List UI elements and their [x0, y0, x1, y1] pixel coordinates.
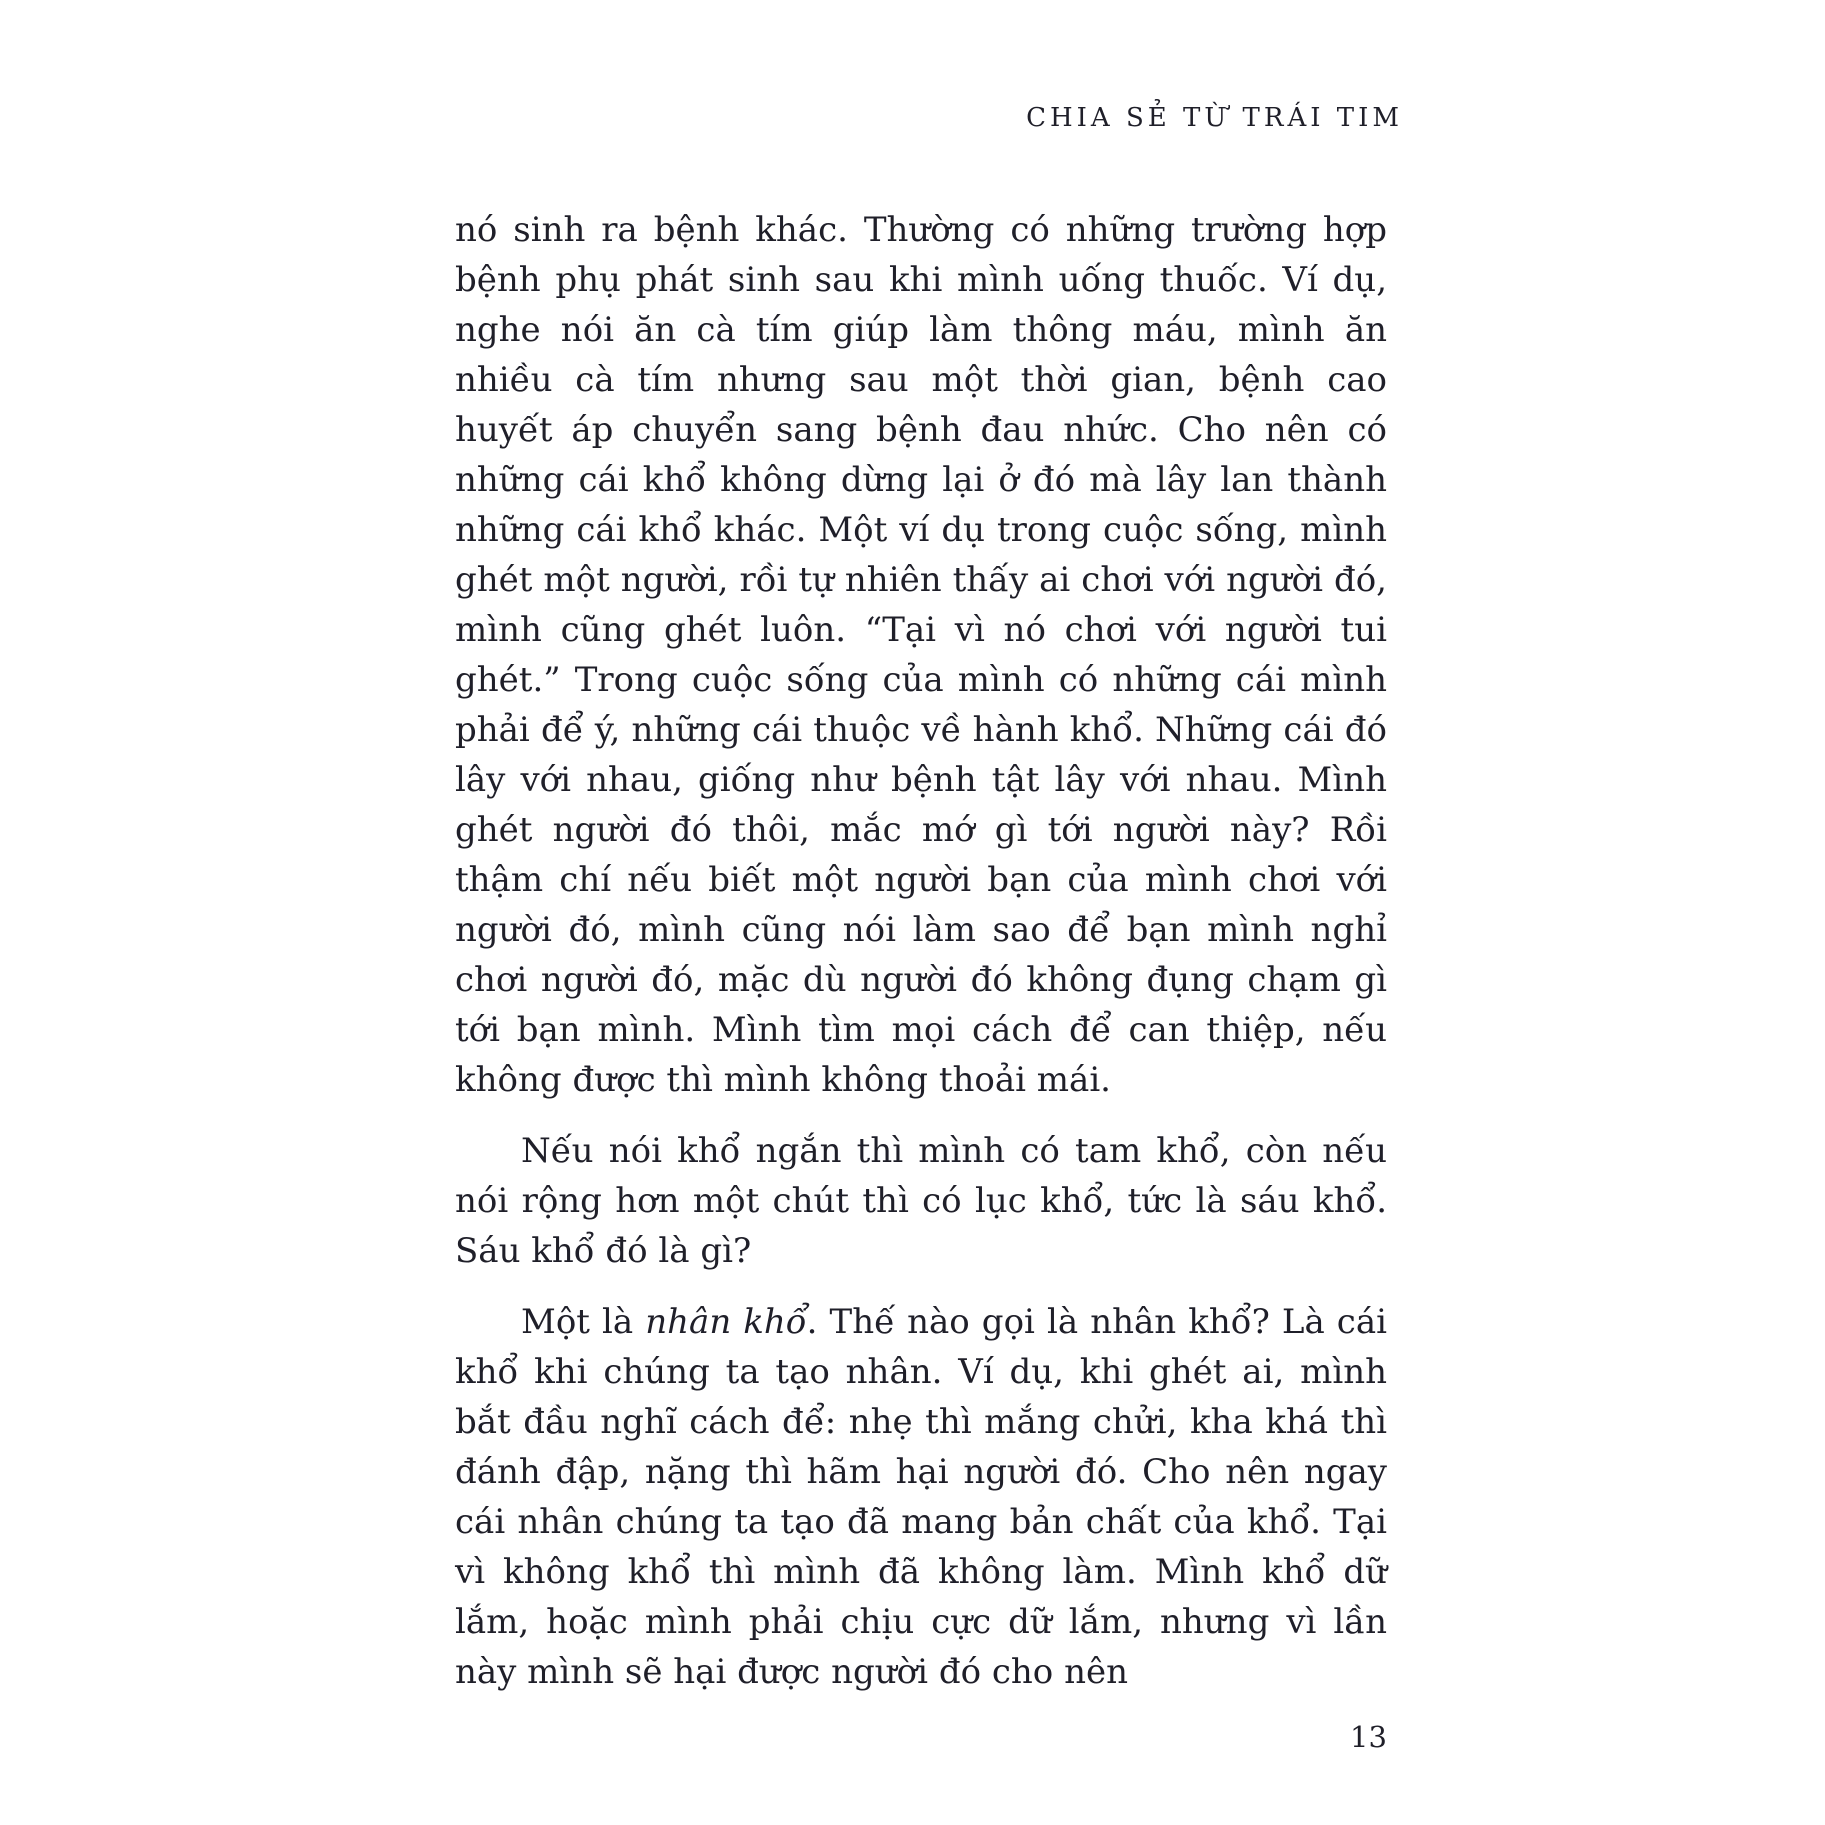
body-text: Một là [521, 1302, 646, 1342]
body-text: nó sinh ra bệnh khác. Thường có những trường hợp bệnh phụ phát sinh sau khi mình uống thuốc. Ví dụ, nghe nói ăn cà tím giúp làm thông máu, mình ăn nhiều cà tím nhưng sau một thời gian, bệnh cao huyết áp chuyển sang bệnh đau nhức. Cho nên có những cái khổ không dừng lại ở đó mà lây lan thành những cái khổ khác. Một ví dụ trong cuộc sống, mình ghét một người, rồi tự nhiên thấy ai chơi với người đó, mình cũng ghét luôn. “Tại vì nó chơi với người tui ghét.” Trong cuộc sống của mình có những cái mình phải để ý, những cái thuộc về hành khổ. Những cái đó lây với nhau, giống như bệnh tật lây với nhau. Mình ghét người đó thôi, mắc mớ gì tới người này? Rồi thậm chí nếu biết một người bạn của mình chơi với người đó, mình cũng nói làm sao để bạn mình nghỉ chơi người đó, mặc dù người đó không đụng chạm gì tới bạn mình. Mình tìm mọi cách để can thiệp, nếu không được thì mình không thoải mái. [455, 210, 1387, 1100]
page-number: 13 [1350, 1720, 1387, 1754]
emphasized-text: nhân khổ [645, 1302, 807, 1342]
paragraph [455, 1126, 1387, 1276]
running-head: CHIA SẺ TỪ TRÁI TIM [1026, 103, 1403, 133]
body-text: . Thế nào gọi là nhân khổ? Là cái khổ khi chúng ta tạo nhân. Ví dụ, khi ghét ai, mình bắt đầu nghĩ cách để: nhẹ thì mắng chửi, kha khá thì đánh đập, nặng thì hãm hại người đó. Cho nên ngay cái nhân chúng ta tạo đã mang bản chất của khổ. Tại vì không khổ thì mình đã không làm. Mình khổ dữ lắm, hoặc mình phải chịu cực dữ lắm, nhưng vì lần này mình sẽ hại được người đó cho nên [455, 1302, 1387, 1692]
body-text: Nếu nói khổ ngắn thì mình có tam khổ, còn nếu nói rộng hơn một chút thì có lục khổ, tức là sáu khổ. Sáu khổ đó là gì? [455, 1131, 1387, 1271]
paragraph [455, 205, 1387, 1105]
paragraph [455, 1297, 1387, 1697]
text-block [455, 205, 1387, 1718]
